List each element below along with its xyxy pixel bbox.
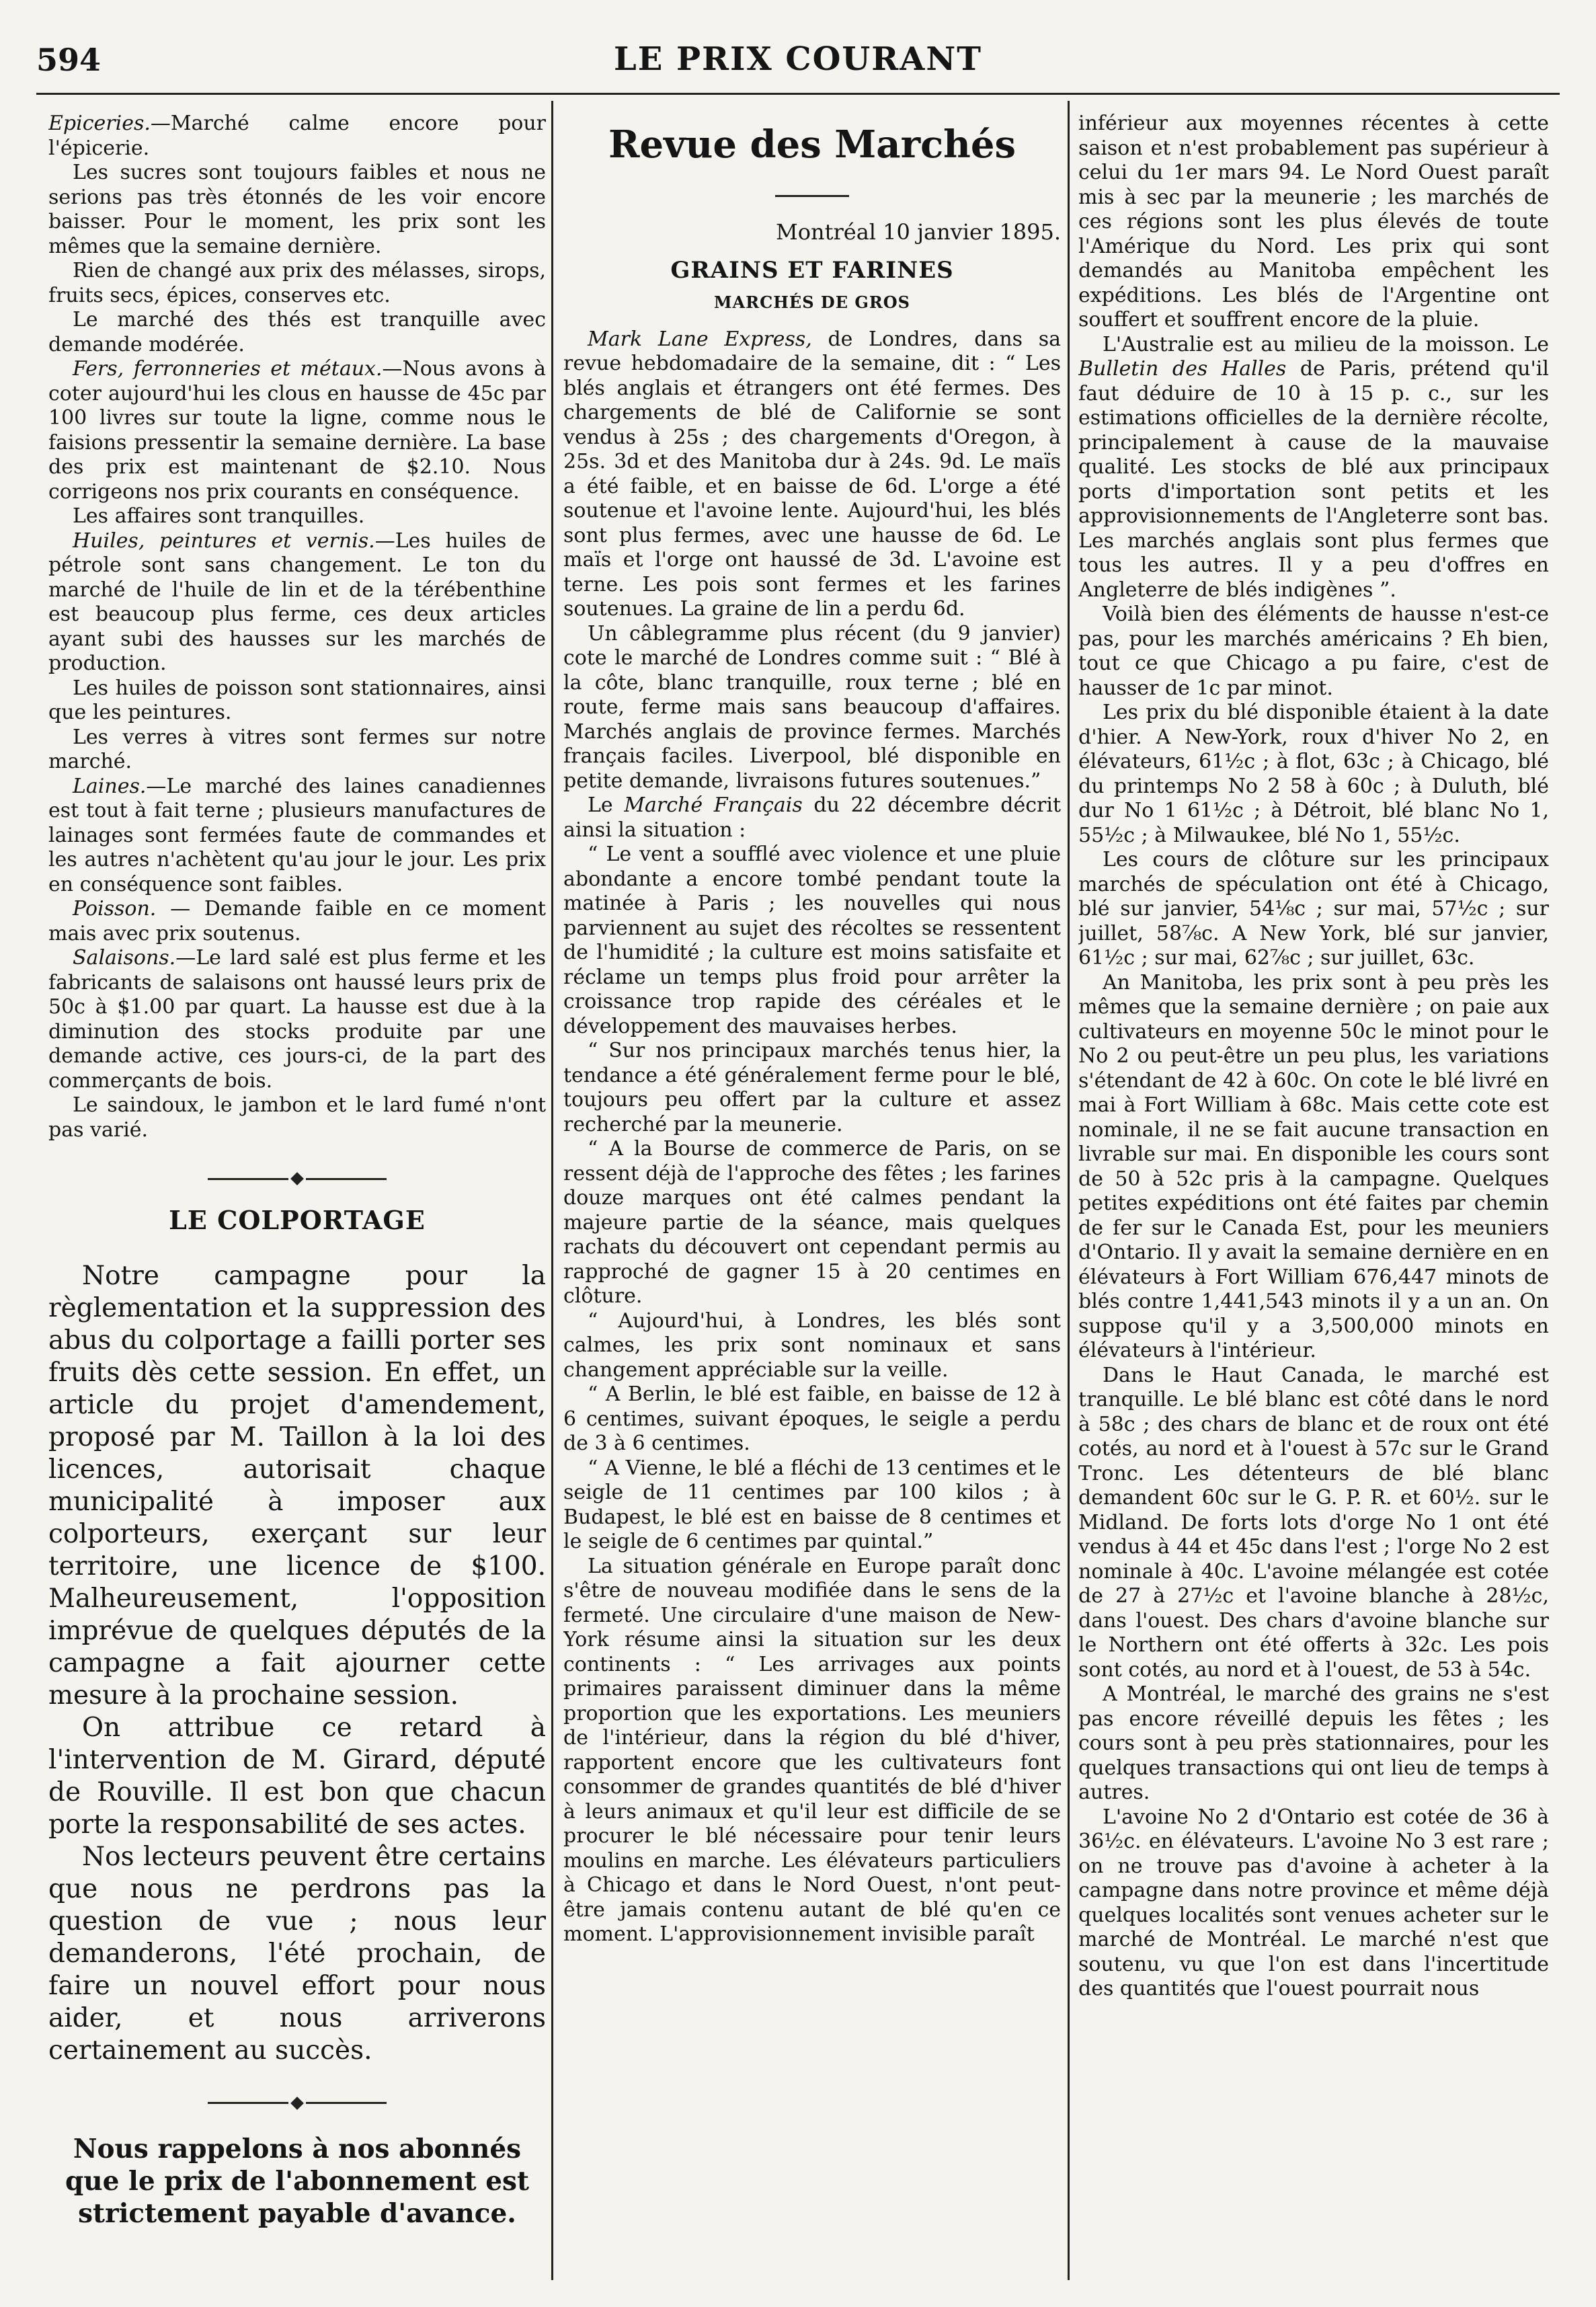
paragraph: L'Australie est au milieu de la moisson. Le Bulletin des Halles de Paris, prétend qu'il faut déduire de 10 à 15 p. c., sur les estimations officielles de la dernière récolte, principalement à cause de la mauvaise qualité. Les stocks de blé aux principaux ports d'importation sont petits et les approvisionnements de l'Angleterre sont bas. Les marchés anglais sont plus fermes que tous les autres. Il y a peu d'offres en Angleterre de blés indigènes ”. — [1078, 332, 1549, 602]
paragraph: An Manitoba, les prix sont à peu près les mêmes que la semaine dernière ; on paie aux cultivateurs en moyenne 50c le minot pour le No 2 ou peut-être un peu plus, les variations s'étendant de 42 à 60c. On cote le blé livré en mai à Fort William à 68c. Mais cette cote est nominale, il ne se fait aucune transaction en livrable sur mai. En disponible les cours sont de 50 à 52c pris à la campagne. Quelques petites expéditions ont été faites par chemin de fer sur le Canada Est, pour les meuniers d'Ontario. Il y avait la semaine dernière en en élévateurs à Fort William 676,447 minots de blés contre 1,441,543 minots il y a un an. On suppose qu'il y a 3,500,000 minots en élévateurs à l'intérieur. — [1078, 970, 1549, 1362]
column-2 — [563, 112, 1061, 2280]
paragraph: Dans le Haut Canada, le marché est tranquille. Le blé blanc est côté dans le nord à 58c ; des chars de blanc et de roux ont été cotés, au nord et à l'ouest à 57c sur le Grand Tronc. Les détenteurs de blé blanc demandent 60c sur le G. P. R. et 60½. sur le Midland. De forts lots d'orge No 1 ont été vendus à 44 et 45c dans l'est ; l'orge No 2 est nominale à 40c. L'avoine mélangée est cotée de 27 à 27½c et l'avoine blanche à 28½c, dans l'ouest. Des chars d'avoine blanche sur le Northern ont été offerts à 32c. Les pois sont cotés, au nord et à l'ouest, de 53 à 54c. — [1078, 1363, 1549, 1682]
column-divider-2 — [1068, 101, 1070, 2280]
paragraph-text: — Demande faible en ce moment mais avec prix soutenus. — [48, 897, 546, 945]
paragraph — [48, 357, 546, 504]
lead-in: Poisson. — [73, 897, 157, 921]
publication-name: Marché Français — [624, 793, 803, 817]
paragraph-text: —Nous avons à coter aujourd'hui les clous en hausse de 45c par 100 livres sur toute la ligne, comme nous le faisions pressentir la semaine dernière. La base des prix est maintenant de $2.10. Nous corrigeons nos prix courants en conséquence. — [48, 357, 546, 504]
paragraph: “ A Vienne, le blé a fléchi de 13 centimes et le seigle de 11 centimes par 100 kilos ; à Budapest, le blé est en baisse de 8 centimes et le seigle de 6 centimes par quintal.” — [563, 1456, 1061, 1553]
paragraph: “ A la Bourse de commerce de Paris, on se ressent déjà de l'approche des fêtes ; les farines douze marques ont été calmes pendant la majeure partie de la séance, mais quelques rachats du découvert ont cependant permis au rapproché de gagner 15 à 20 centimes en clôture. — [563, 1137, 1061, 1308]
paragraph-text: de Londres, dans sa revue hebdomadaire de la semaine, dit : “ Les blés anglais et étrangers ont été fermes. Des chargements de blé de Californie se sont vendus à 25s ; des chargements d'Oregon, à 25s. 3d et des Manitoba dur à 24s. 9d. Le maïs a été faible, et en baisse de 6d. L'orge a été soutenue et l'avoine lente. Aujourd'hui, les blés sont plus fermes, avec une hausse de 6d. Le maïs et l'orge ont haussé de 3d. L'avoine est terne. Les pois sont fermes et les farines soutenues. La graine de lin a perdu 6d. — [563, 327, 1061, 621]
paragraph-text: —Le marché des laines canadiennes est tout à fait terne ; plusieurs manufactures de lainages sont fermées faute de commandes et les autres n'achètent qu'au jour le jour. Les prix en conséquence sont faibles. — [48, 774, 546, 896]
lead-in: Epiceries. — [48, 112, 151, 135]
publication-name: Bulletin des Halles — [1078, 357, 1287, 381]
paragraph: Voilà bien des éléments de hausse n'est-ce pas, pour les marchés américains ? Eh bien, tout ce que Chicago a pu faire, c'est de hausser de 1c par minot. — [1078, 602, 1549, 700]
title-rule — [775, 195, 849, 197]
lead-in: Salaisons. — [73, 946, 176, 970]
paragraph: Le saindoux, le jambon et le lard fumé n'ont pas varié. — [48, 1093, 546, 1142]
paragraph: “ A Berlin, le blé est faible, en baisse de 12 à 6 centimes, suivant époques, le seigle a perdu de 3 à 6 centimes. — [563, 1382, 1061, 1455]
paragraph: Les affaires sont tranquilles. — [73, 504, 365, 528]
paragraph-text: du 22 décembre décrit ainsi la situation : — [563, 793, 1061, 842]
paragraph: Les huiles de poisson sont stationnaires, ainsi que les peintures. — [48, 676, 546, 724]
paragraph: La situation générale en Europe paraît donc s'être de nouveau modifiée dans le sens de la fermeté. Une circulaire d'une maison de New-York résume ainsi la situation sur les deux continents : “ Les arrivages aux points primaires paraissent diminuer dans la même proportion que les exportations. Les meuniers de l'intérieur, dans la région du blé d'hiver, rapportent encore que les cultivateurs font consommer de grandes quantités de blé d'hiver à leurs animaux et qu'il leur est difficile de se procurer le blé nécessaire pour tenir leurs moulins en marche. Les élévateurs particuliers à Chicago et dans le Nord Ouest, n'ont peut-être jamais contenu autant de blé qu'en ce moment. L'approvisionnement invisible paraît — [563, 1554, 1061, 1946]
paragraph: “ Le vent a soufflé avec violence et une pluie abondante a encore tombé pendant toute la matinée à Paris ; les nouvelles qui nous parviennent au sujet des récoltes se ressentent de l'humidité ; la culture est moins satisfaite et réclame un temps plus froid pour arrêter la croissance trop rapide des céréales et le développement des mauvaises herbes. — [563, 843, 1061, 1038]
market-notes — [48, 112, 546, 1142]
paragraph — [48, 112, 546, 161]
paragraph: Notre campagne pour la règlementation et la suppression des abus du colportage a failli porter ses fruits dès cette session. En effet, un article du projet d'amendement, proposé par M. Taillon à la loi des licences, autorisait chaque municipalité à imposer aux colporteurs, exerçant sur leur territoire, une licence de $100. Malheureusement, l'opposition imprévue de quelques députés de la campagne a fait ajourner cette mesure à la prochaine session. — [48, 1260, 546, 1711]
paragraph: Nos lecteurs peuvent être certains que nous ne perdrons pas la question de vue ; nous leur demanderons, l'été prochain, de faire un nouvel effort pour nous aider, et nous arriverons certainement au succès. — [48, 1841, 546, 2066]
section-title: LE COLPORTAGE — [169, 1205, 426, 1235]
paragraph: Les sucres sont toujours faibles et nous ne serions pas très étonnés de les voir encore baisser. Pour le moment, les prix sont les mêmes que la semaine dernière. — [48, 161, 546, 258]
paragraph — [48, 946, 546, 1093]
paragraph-text: —Les huiles de pétrole sont sans changement. Le ton du marché de l'huile de lin et de la térébenthine est beaucoup plus ferme, ces deux articles ayant subi des hausses sur les marchés de production. — [48, 529, 546, 675]
subsection-heading: MARCHÉS DE GROS — [713, 292, 911, 312]
column-3 — [1078, 112, 1549, 2280]
paragraph: L'avoine No 2 d'Ontario est cotée de 36 à 36½c. en élévateurs. L'avoine No 3 est rare ; on ne trouve pas d'avoine à acheter à la campagne dans notre province et même déjà quelques localités sont venues acheter sur le marché de Montréal. Le marché n'est que soutenu, vu que l'on est dans l'incertitude des quantités que l'ouest pourrait nous — [1078, 1805, 1549, 2000]
dateline: Montréal 10 janvier 1895. — [775, 219, 1061, 245]
page-number: 594 — [36, 42, 102, 78]
paragraph — [48, 529, 546, 676]
column-divider-1 — [551, 101, 553, 2280]
paragraph-text: —Marché calme encore pour l'épicerie. — [48, 112, 546, 160]
paragraph: Les verres à vitres sont fermes sur notre marché. — [48, 725, 546, 773]
ornament-divider — [48, 2097, 546, 2110]
paragraph-text: —Le lard salé est plus ferme et les fabricants de salaisons ont haussé leurs prix de 50c à $1.00 par quart. La hausse est due à la diminution des stocks produite par une demande active, ces jours-ci, de la part des commerçants de bois. — [48, 946, 546, 1093]
publication-name: Mark Lane Express, — [588, 327, 812, 351]
paragraph: Les prix du blé disponible étaient à la date d'hier. A New-York, roux d'hiver No 2, en élévateurs, 61½c ; à flot, 63c ; à Chicago, blé du printemps No 2 58 à 60c ; à Duluth, blé dur No 1 61½c ; à Détroit, blé blanc No 1, 55½c ; à Milwaukee, blé No 1, 55½c. — [1078, 701, 1549, 847]
paragraph: Les cours de clôture sur les principaux marchés de spéculation ont été à Chicago, blé sur janvier, 54⅛c ; sur mai, 57½c ; sur juillet, 58⅞c. A New York, blé sur janvier, 61½c ; sur mai, 62⅞c ; sur juillet, 63c. — [1078, 848, 1549, 970]
lead-in: Laines. — [73, 774, 147, 798]
section-heading: GRAINS ET FARINES — [670, 256, 954, 284]
paragraph: On attribue ce retard à l'intervention de M. Girard, député de Rouville. Il est bon que chacun porte la responsabilité de ses actes. — [48, 1712, 546, 1840]
paragraph — [48, 897, 546, 946]
paragraph: “ Aujourd'hui, à Londres, les blés sont calmes, les prix sont nominaux et sans changement appréciable sur la veille. — [563, 1308, 1061, 1382]
paragraph: Le Marché Français du 22 décembre décrit ainsi la situation : — [563, 793, 1061, 842]
subscription-notice: Nous rappelons à nos abonnés que le prix de l'abonnement est strictement payable d'avance. — [65, 2133, 529, 2229]
header-rule — [36, 93, 1560, 95]
article-title: Revue des Marchés — [608, 122, 1016, 167]
paragraph: Rien de changé aux prix des mélasses, sirops, fruits secs, épices, conserves etc. — [48, 259, 546, 307]
lead-in: Huiles, peintures et vernis. — [73, 529, 375, 553]
lead-in: Fers, ferronneries et métaux. — [73, 357, 383, 381]
paragraph: inférieur aux moyennes récentes à cette saison et n'est probablement pas supérieur à celui du 1er mars 94. Le Nord Ouest paraît mis à sec par la meunerie ; les marchés de ces régions sont les plus élevés de toute l'Amérique du Nord. Les prix qui sont demandés au Manitoba empêchent les expéditions. Les blés de l'Argentine ont souffert et souffrent encore de la pluie. — [1078, 112, 1549, 331]
paragraph: Un câblegramme plus récent (du 9 janvier) cote le marché de Londres comme suit : “ Blé à la côte, blanc tranquille, roux terne ; blé en route, ferme mais sans beaucoup d'affaires. Marchés anglais de province fermes. Marchés français faciles. Liverpool, blé disponible en petite demande, livraisons futures soutenues.” — [563, 621, 1061, 793]
paragraph — [48, 775, 546, 898]
colportage-article — [48, 1260, 546, 2067]
paragraph: A Montréal, le marché des grains ne s'est pas encore réveillé depuis les fêtes ; les cours sont à peu près stationnaires, pour les quelques transactions qui ont lieu de temps à autres. — [1078, 1682, 1549, 1804]
paragraph — [563, 327, 1061, 622]
paragraph: Le marché des thés est tranquille avec demande modérée. — [48, 308, 546, 356]
ornament-divider — [48, 1172, 546, 1185]
paragraph-text: de Paris, prétend qu'il faut déduire de 10 à 15 p. c., sur les estimations officielles de la dernière récolte, principalement à cause de la mauvaise qualité. Les stocks de blé aux principaux ports d'importation sont petits et les approvisionnements de l'Angleterre sont bas. Les marchés anglais sont plus fermes que tous les autres. Il y a peu d'offres en Angleterre de blés indigènes ”. — [1078, 357, 1549, 602]
column-1 — [48, 112, 546, 2280]
journal-title: LE PRIX COURANT — [613, 40, 983, 78]
paragraph: “ Sur nos principaux marchés tenus hier, la tendance a été généralement ferme pour le blé, toujours peu offert par la culture et assez recherché par la meunerie. — [563, 1039, 1061, 1136]
